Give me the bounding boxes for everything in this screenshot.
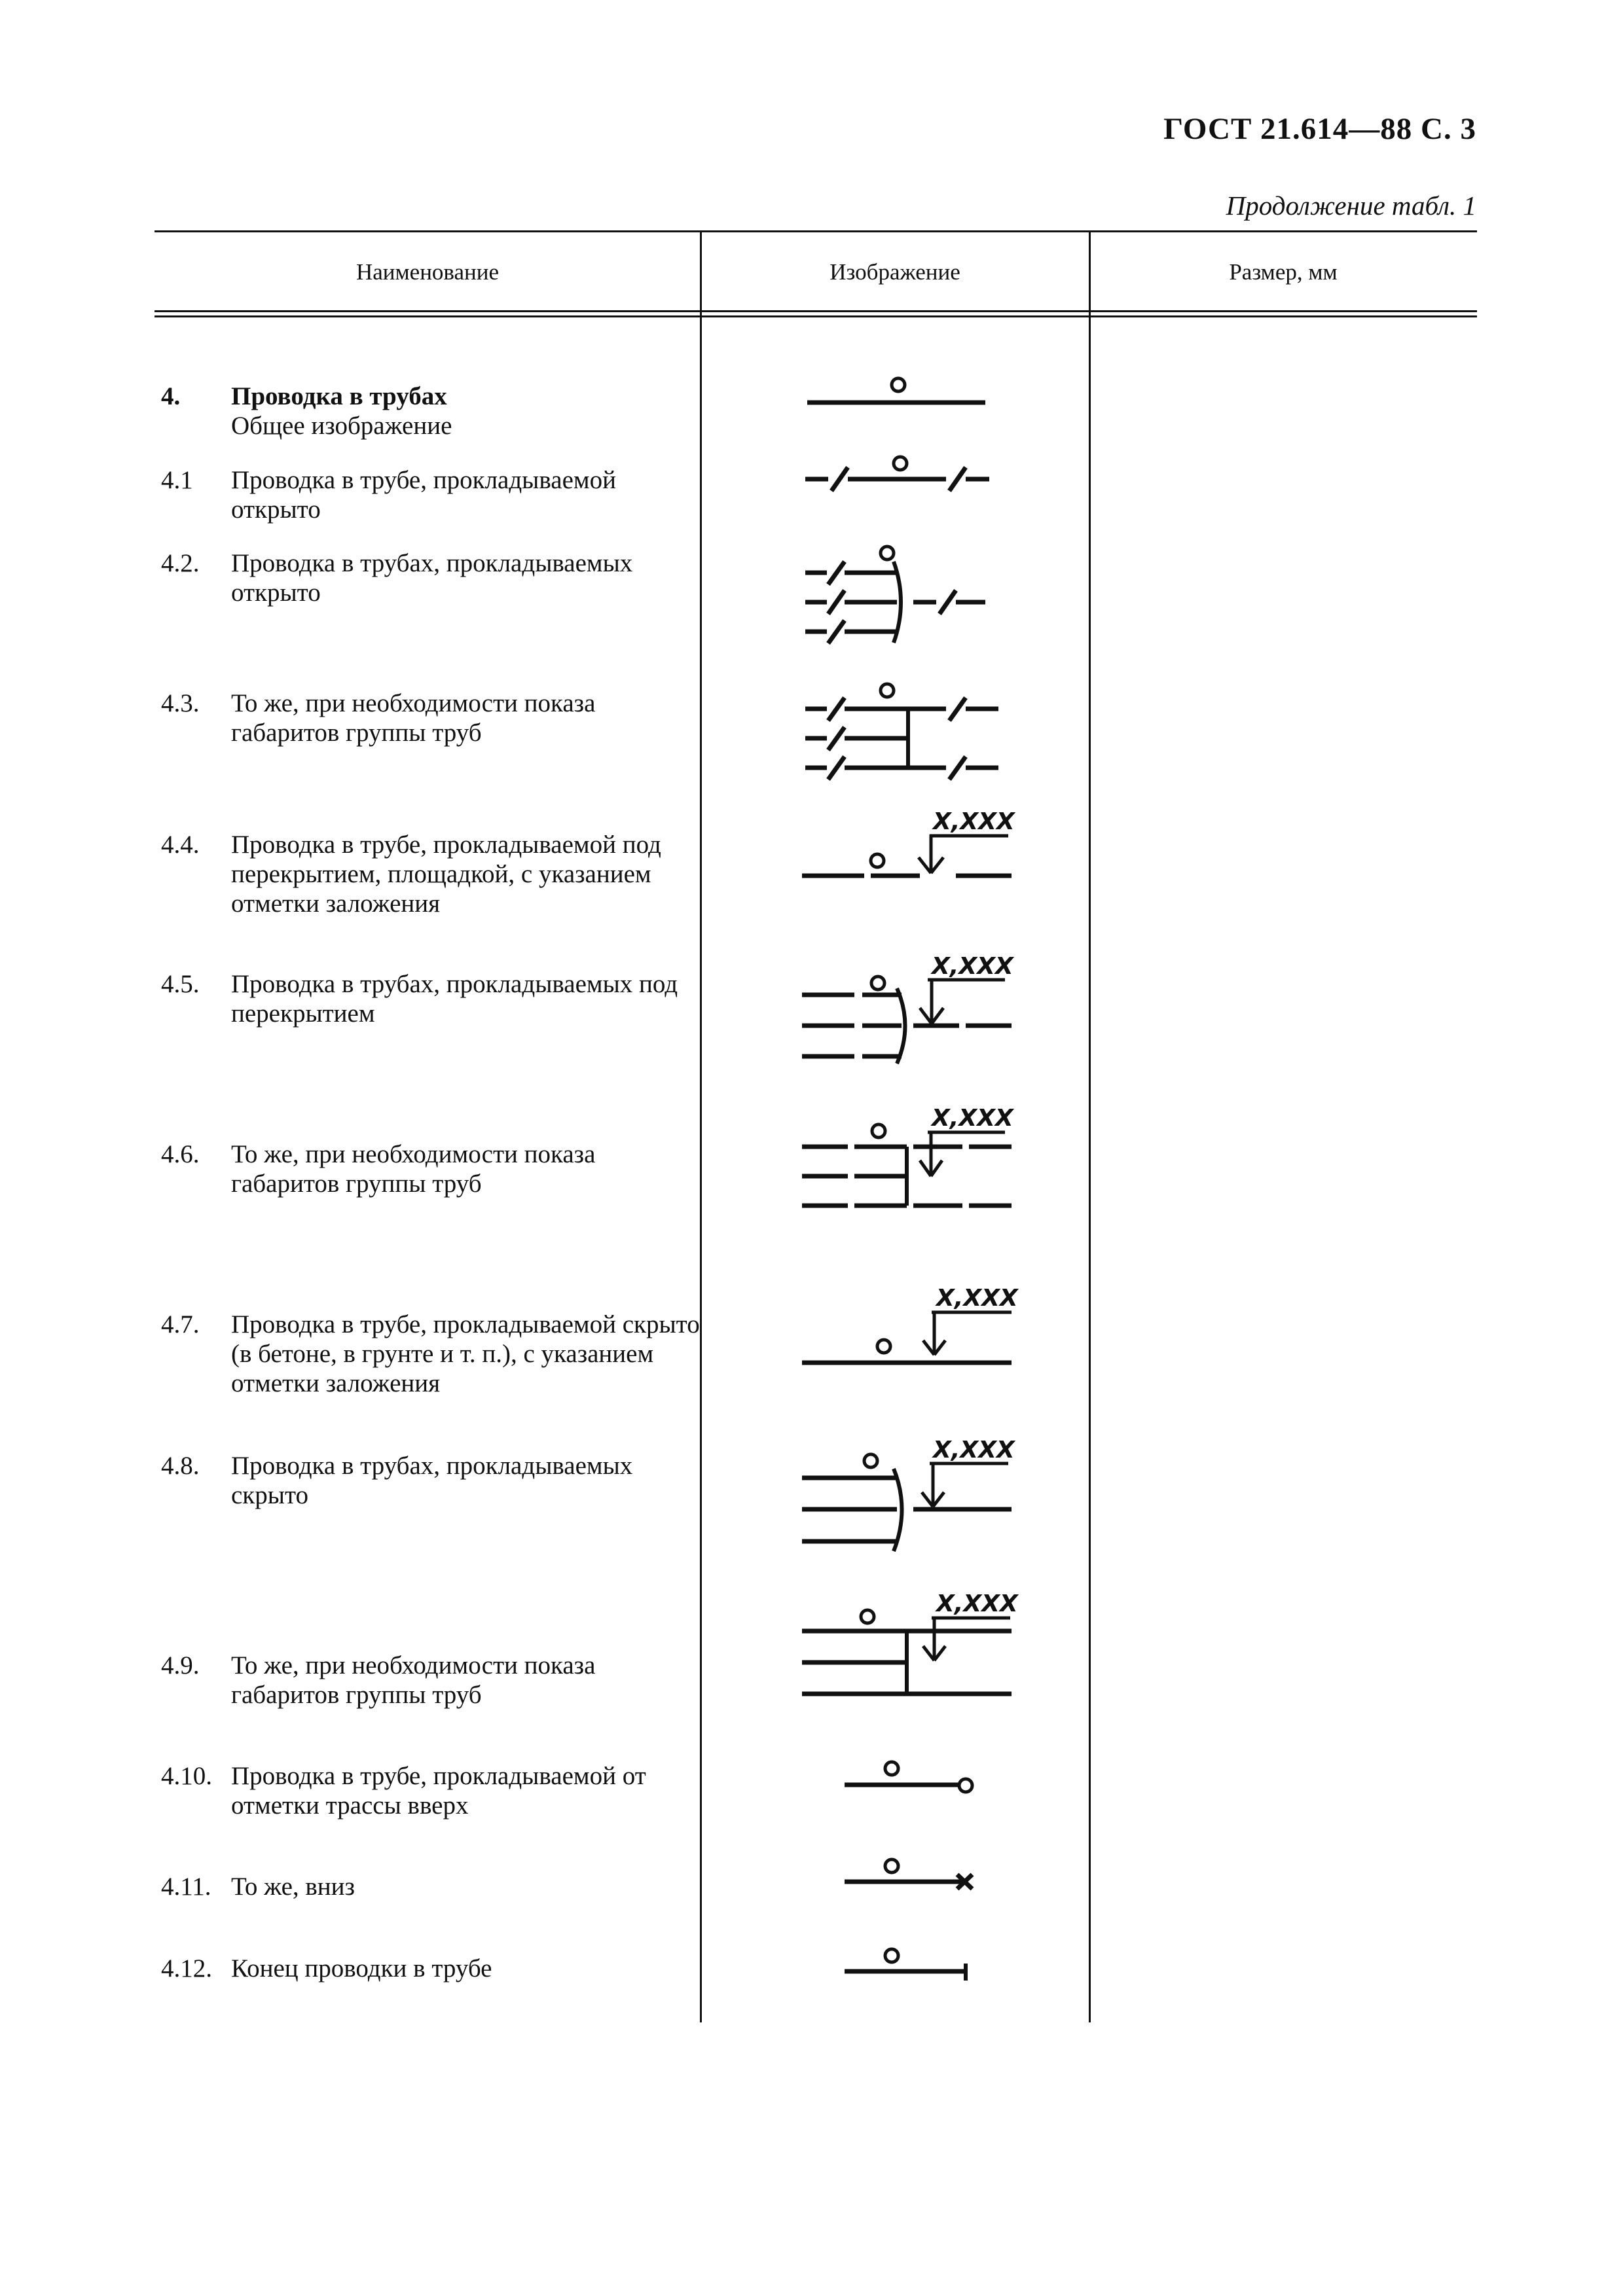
row-name: Проводка в трубах, прокладываемых открыто — [231, 549, 633, 607]
row-name: То же, при необходимости показа габаритов группы труб — [231, 689, 596, 747]
table-continuation-caption: Продолжение табл. 1 — [1226, 190, 1476, 221]
column-header-name: Наименование — [356, 259, 500, 285]
pipe-general-symbol — [807, 378, 985, 403]
pipes-under-slab-group-symbol — [802, 1105, 1015, 1206]
pipes-hidden-symbol — [802, 1437, 1016, 1551]
row-name: Проводка в трубах, прокладываемых скрыто — [231, 1452, 633, 1509]
pipe-down-symbol — [845, 1859, 972, 1889]
row-number: 4.5. — [161, 970, 200, 998]
row-number: 4.9. — [161, 1651, 200, 1679]
pipe-up-symbol — [845, 1762, 972, 1792]
symbols-column — [697, 308, 1064, 2022]
row-name: Проводка в трубе, прокладываемой открыто — [231, 466, 616, 524]
column-header-size: Размер, мм — [1229, 259, 1338, 285]
column-header-image: Изображение — [830, 259, 960, 285]
row-name — [231, 382, 702, 440]
pipe-under-slab-symbol — [802, 808, 1016, 876]
row-name-text: Общее изображение — [231, 412, 452, 440]
pipe-open-symbol — [805, 457, 989, 491]
row-number: 4.3. — [161, 689, 200, 717]
row-number: 4. — [161, 382, 181, 410]
pipes-open-symbol — [805, 547, 985, 643]
elevation-label: X,XXX — [936, 1590, 1018, 1617]
row-number: 4.8. — [161, 1452, 200, 1480]
elevation-label: X,XXX — [936, 1285, 1018, 1312]
pipe-end-symbol — [845, 1949, 966, 1981]
row-number: 4.6. — [161, 1140, 200, 1168]
pipes-open-group-symbol — [805, 684, 998, 780]
row-number: 4.7. — [161, 1310, 200, 1338]
pipes-under-slab-symbol — [802, 953, 1015, 1064]
row-name: Проводка в трубе, прокладываемой под перекрытием, площадкой, с указанием отметки заложения — [231, 831, 661, 918]
pipe-hidden-symbol — [802, 1285, 1019, 1363]
row-number: 4.4. — [161, 831, 200, 859]
elevation-label: X,XXX — [933, 808, 1015, 835]
row-name: Проводка в трубе, прокладываемой скрыто (в бетоне, в грунте и т. п.), с указанием отметки заложения — [231, 1310, 700, 1397]
row-number: 4.12. — [161, 1954, 212, 1982]
row-name: Проводка в трубах, прокладываемых под перекрытием — [231, 970, 678, 1028]
elevation-label: X,XXX — [932, 1105, 1013, 1132]
pipes-hidden-group-symbol — [802, 1590, 1019, 1694]
row-number: 4.11. — [161, 1873, 211, 1901]
table-top-rule — [155, 230, 1477, 232]
row-number: 4.1 — [161, 466, 193, 494]
column-divider-2 — [1089, 230, 1091, 2022]
row-number: 4.2. — [161, 549, 200, 577]
row-name: То же, при необходимости показа габаритов группы труб — [231, 1140, 596, 1198]
document-code: ГОСТ 21.614—88 С. 3 — [1163, 112, 1476, 146]
row-name: То же, вниз — [231, 1873, 355, 1901]
section-title: Проводка в трубах — [231, 382, 447, 410]
row-name: Конец проводки в трубе — [231, 1954, 492, 1982]
row-name: Проводка в трубе, прокладываемой от отметки трассы вверх — [231, 1762, 646, 1820]
row-name: То же, при необходимости показа габаритов группы труб — [231, 1651, 596, 1709]
row-number: 4.10. — [161, 1762, 212, 1790]
elevation-label: X,XXX — [932, 953, 1013, 980]
elevation-label: X,XXX — [933, 1437, 1015, 1463]
